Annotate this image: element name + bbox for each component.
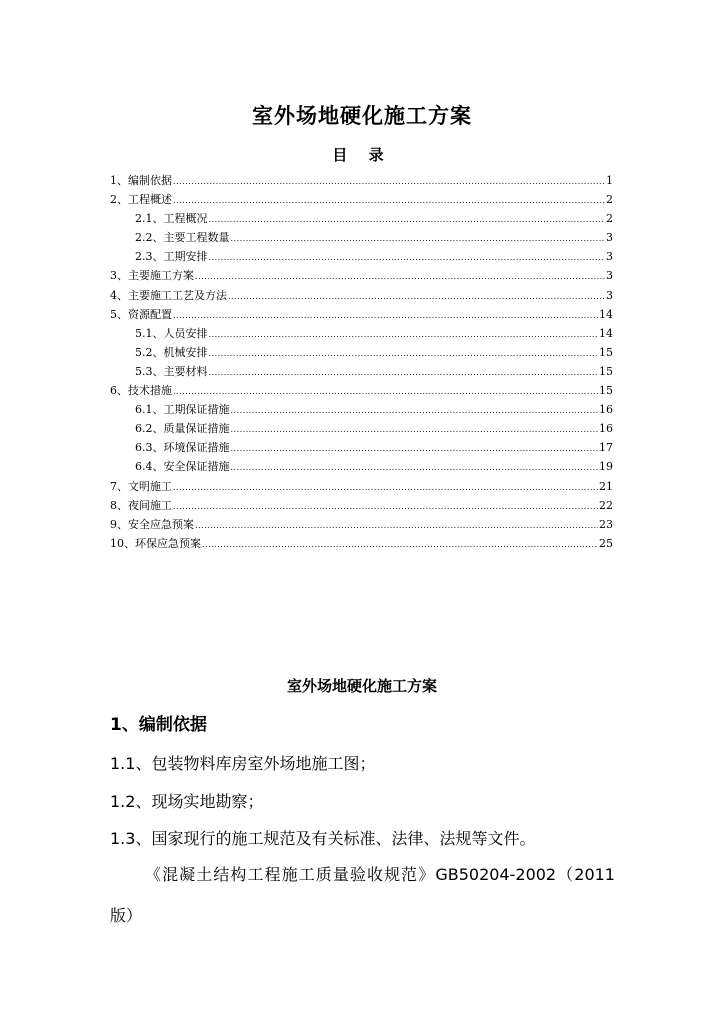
- toc-entry[interactable]: [110, 419, 613, 438]
- toc-entry[interactable]: [110, 515, 613, 534]
- toc-entry-page: 14: [599, 326, 613, 340]
- toc-entry-page: 14: [599, 307, 613, 321]
- basis-item: 1.1、包装物料库房室外场地施工图；: [110, 754, 376, 773]
- toc-leader-dots: [231, 229, 606, 248]
- toc-entry[interactable]: [110, 171, 613, 190]
- toc-leader-dots: [231, 420, 599, 439]
- toc-leader-dots: [209, 210, 606, 229]
- toc-leader-dots: [173, 497, 598, 516]
- toc-entry-label: 2.2、主要工程数量: [135, 231, 230, 245]
- reference-continuation: 版）: [110, 906, 143, 925]
- toc-entry-label: 6.1、工期保证措施: [135, 403, 230, 417]
- toc-entry-page: 3: [606, 250, 613, 264]
- toc-leader-dots: [195, 516, 598, 535]
- toc-leader-dots: [209, 325, 599, 344]
- toc-entry-label: 6、技术措施: [110, 384, 172, 398]
- toc-entry-label: 7、文明施工: [110, 479, 172, 493]
- basis-item: 1.3、国家现行的施工规范及有关标准、法律、法规等文件。: [110, 829, 536, 848]
- toc-leader-dots: [173, 306, 598, 325]
- toc-entry[interactable]: [110, 266, 613, 285]
- toc-entry-label: 2.1、工程概况: [135, 212, 208, 226]
- toc-entry-page: 15: [599, 345, 613, 359]
- toc-entry-page: 25: [599, 536, 613, 550]
- toc-entry[interactable]: [110, 343, 613, 362]
- toc-entry[interactable]: [110, 247, 613, 266]
- toc-entry-label: 6.4、安全保证措施: [135, 460, 230, 474]
- toc-entry-page: 16: [599, 422, 613, 436]
- toc-entry[interactable]: [110, 209, 613, 228]
- toc-entry-page: 23: [599, 517, 613, 531]
- toc-entry-label: 10、环保应急预案: [110, 536, 201, 550]
- toc-entry[interactable]: [110, 362, 613, 381]
- toc-entry[interactable]: [110, 190, 613, 209]
- toc-heading: 目 录: [332, 146, 392, 164]
- toc-leader-dots: [173, 478, 598, 497]
- toc-entry[interactable]: [110, 477, 613, 496]
- toc-entry-label: 6.3、环境保证措施: [135, 441, 230, 455]
- toc-entry-label: 2、工程概述: [110, 193, 172, 207]
- toc-leader-dots: [209, 363, 599, 382]
- toc-entry[interactable]: [110, 400, 613, 419]
- toc-entry[interactable]: [110, 496, 613, 515]
- toc-leader-dots: [209, 248, 606, 267]
- toc-leader-dots: [209, 344, 599, 363]
- toc-entry-label: 5.3、主要材料: [135, 364, 208, 378]
- toc-entry-label: 5.1、人员安排: [135, 326, 208, 340]
- toc-entry-label: 2.3、工期安排: [135, 250, 208, 264]
- toc-entry-label: 5、资源配置: [110, 307, 172, 321]
- toc-entry-label: 3、主要施工方案: [110, 269, 194, 283]
- toc-entry[interactable]: [110, 324, 613, 343]
- toc-entry[interactable]: [110, 381, 613, 400]
- toc-entry-page: 22: [599, 498, 613, 512]
- toc-entry-page: 2: [606, 212, 613, 226]
- toc-entry[interactable]: [110, 305, 613, 324]
- toc-leader-dots: [173, 191, 605, 210]
- toc-entry-label: 5.2、机械安排: [135, 345, 208, 359]
- toc-entry-label: 1、编制依据: [110, 174, 172, 187]
- toc-entry-page: 3: [606, 269, 613, 283]
- toc-entry-page: 3: [606, 288, 613, 302]
- toc-entry-page: 17: [599, 441, 613, 455]
- toc-entry-page: 21: [599, 479, 613, 493]
- toc-leader-dots: [202, 535, 598, 554]
- toc-leader-dots: [231, 401, 599, 420]
- toc-entry-page: 1: [606, 174, 613, 187]
- toc-leader-dots: [173, 382, 598, 401]
- toc-entry[interactable]: [110, 457, 613, 476]
- toc-entry-label: 6.2、质量保证措施: [135, 422, 230, 436]
- toc-entry[interactable]: [110, 534, 613, 553]
- body-title: 室外场地硬化施工方案: [286, 677, 437, 695]
- toc-leader-dots: [231, 458, 599, 477]
- reference-line: 《混凝土结构工程施工质量验收规范》GB50204-2002（2011: [145, 865, 615, 884]
- toc-leader-dots: [231, 439, 599, 458]
- toc-leader-dots: [228, 287, 605, 306]
- section-heading: 1、编制依据: [110, 715, 207, 735]
- toc-entry-page: 2: [606, 193, 613, 207]
- toc-entry-page: 15: [599, 384, 613, 398]
- toc-leader-dots: [195, 267, 605, 286]
- toc-entry-page: 19: [599, 460, 613, 474]
- toc-entry-label: 9、安全应急预案: [110, 517, 194, 531]
- toc-entry-label: 8、夜间施工: [110, 498, 172, 512]
- toc-entry-label: 4、主要施工工艺及方法: [110, 288, 227, 302]
- toc-entry[interactable]: [110, 228, 613, 247]
- toc-entry-page: 15: [599, 364, 613, 378]
- toc-leader-dots: [173, 172, 605, 191]
- toc-entry[interactable]: [110, 286, 613, 305]
- basis-item: 1.2、现场实地勘察；: [110, 792, 264, 811]
- toc-entry-page: 16: [599, 403, 613, 417]
- table-of-contents: [110, 171, 613, 553]
- document-title: 室外场地硬化施工方案: [252, 104, 472, 128]
- toc-entry-page: 3: [606, 231, 613, 245]
- toc-entry[interactable]: [110, 438, 613, 457]
